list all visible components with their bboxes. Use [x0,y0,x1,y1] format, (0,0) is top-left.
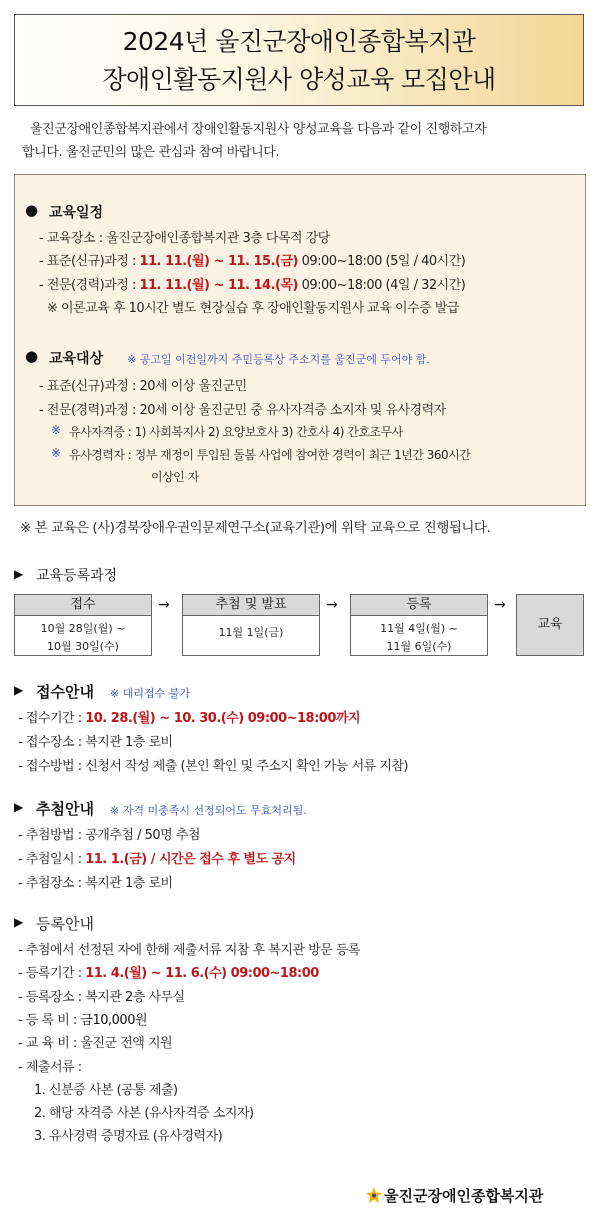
triangle-icon: ▶ [14,567,24,581]
intro-line2: 합니다. 울진군민의 많은 관심과 참여 바랍니다. [22,145,280,160]
lottery-note: ※ 자격 미충족시 선정되어도 무효처리됨. [110,804,307,817]
step-label: 접수 [15,595,151,616]
registration-fee-value: 금10,000원 [80,1013,148,1028]
registration-fee-label: - 등 록 비 : [18,1013,77,1028]
step-label: 추첨 및 발표 [183,595,319,616]
schedule-place: - 교육장소 : 울진군장애인종합복지관 3층 다목적 강당 [39,231,330,246]
registration-heading: 등록안내 [36,915,94,933]
registration-period [18,962,319,981]
lottery-place: - 추첨장소 : 복지관 1층 로비 [18,876,173,891]
schedule-heading: 교육일정 [49,205,104,221]
registration-doc1: 1. 신분증 사본 (공통 제출) [34,1083,178,1098]
registration-place: - 등록장소 : 복지관 2층 사무실 [18,990,185,1005]
lottery-date [18,848,296,867]
title-banner [14,14,584,106]
schedule-expert [39,274,465,293]
process-final-education: 교육 [516,594,584,656]
triangle-icon: ▶ [14,915,24,929]
registration-period-label: - 등록기간 : [18,966,82,981]
schedule-standard-label: - 표준(신규)과정 : [39,254,136,269]
target-exp-line2: 이상인 자 [151,470,199,484]
schedule-expert-dates: 11. 11.(월) ~ 11. 14.(목) [139,278,298,293]
process-step-reception [14,594,152,656]
schedule-expert-label: - 전문(경력)과정 : [39,278,136,293]
step-dates [351,616,487,656]
target-expert: - 전문(경력)과정 : 20세 이상 울진군민 중 유사자격증 소지자 및 유사경력자 [39,403,446,418]
info-box [14,174,586,506]
registration-line1: - 추첨에서 선정된 자에 한해 제출서류 지참 후 복지관 방문 등록 [18,943,360,958]
schedule-note: ※ 이론교육 후 10시간 별도 현장실습 후 장애인활동지원사 교육 이수증 발급 [47,301,459,316]
arrow-icon: → [326,597,338,613]
step-dates [15,616,151,656]
intro-paragraph [22,118,582,164]
target-cert: 유사자격증 : 1) 사회복지사 2) 요양보호사 3) 간호사 4) 간호조무사 [69,425,403,439]
reception-method: - 접수방법 : 신청서 작성 제출 (본인 확인 및 주소지 확인 가능 서류 지참) [18,759,409,774]
org-name: 울진군장애인종합복지관 [384,1187,544,1205]
process-step-registration [350,594,488,656]
page-title-line1: 2024년 울진군장애인종합복지관 [122,27,476,56]
lottery-method: - 추첨방법 : 공개추첨 / 50명 추첨 [18,828,200,843]
triangle-icon: ▶ [14,683,24,697]
step-date-line2: 10월 30일(수) [47,640,119,653]
schedule-standard [39,250,465,269]
lottery-date-label: - 추첨일시 : [18,852,82,867]
registration-doc3: 3. 유사경력 증명자료 (유사경력자) [34,1129,223,1144]
registration-cost: - 교 육 비 : 울진군 전액 지원 [18,1036,173,1051]
reception-note: ※ 대리접수 불가 [110,687,190,700]
registration-period-value: 11. 4.(월) ~ 11. 6.(수) 09:00~18:00 [85,966,319,981]
intro-line1: 울진군장애인종합복지관에서 장애인활동지원사 양성교육을 다음과 같이 진행하고자 [30,122,487,137]
star-logo-icon [366,1187,382,1203]
bullet-icon: ● [25,347,39,365]
registration-fee [18,1009,147,1028]
consign-note: ※ 본 교육은 (사)경북장애우권익문제연구소(교육기관)에 위탁 교육으로 진행됩니다. [20,520,491,536]
step-dates [183,616,319,642]
target-heading-note: ※ 공고일 이전일까지 주민등록상 주소지를 울진군에 두어야 함. [127,353,430,366]
target-standard: - 표준(신규)과정 : 20세 이상 울진군민 [39,379,247,394]
lottery-date-value: 11. 1.(금) / 시간은 접수 후 별도 공지 [85,852,296,867]
org-logo [366,1185,543,1206]
registration-doc2: 2. 해당 자격증 사본 (유사자격증 소지자) [34,1106,254,1121]
schedule-expert-time: 09:00~18:00 (4일 / 32시간) [301,278,466,293]
step-date-line1: 11월 4일(월) ~ [380,622,458,635]
process-heading: 교육등록과정 [36,568,118,584]
schedule-standard-time: 09:00~18:00 (5일 / 40시간) [301,254,466,269]
target-heading: 교육대상 [49,351,104,367]
lottery-heading: 추첨안내 [36,800,94,818]
target-exp-line1: 유사경력자 : 정부 재정이 투입된 돌봄 사업에 참여한 경력이 최근 1년간 360시간 [69,448,471,462]
reception-place: - 접수장소 : 복지관 1층 로비 [18,735,173,750]
note-star-icon: ※ [51,423,62,437]
registration-docs: - 제출서류 : [18,1060,82,1075]
page-title-line2: 장애인활동지원사 양성교육 모집안내 [102,65,496,94]
schedule-standard-dates: 11. 11.(월) ~ 11. 15.(금) [139,254,298,269]
step-date-line2: 11월 6일(수) [386,640,452,653]
process-step-lottery [182,594,320,656]
step-date-line1: 11월 1일(금) [218,626,284,639]
reception-period [18,707,360,726]
step-label: 등록 [351,595,487,616]
reception-period-value: 10. 28.(월) ~ 10. 30.(수) 09:00~18:00까지 [85,711,361,726]
bullet-icon: ● [25,201,39,219]
note-star-icon: ※ [51,446,62,460]
triangle-icon: ▶ [14,800,24,814]
reception-heading: 접수안내 [36,683,94,701]
arrow-icon: → [494,597,506,613]
arrow-icon: → [158,597,170,613]
reception-period-label: - 접수기간 : [18,711,82,726]
step-date-line1: 10월 28일(월) ~ [40,622,126,635]
